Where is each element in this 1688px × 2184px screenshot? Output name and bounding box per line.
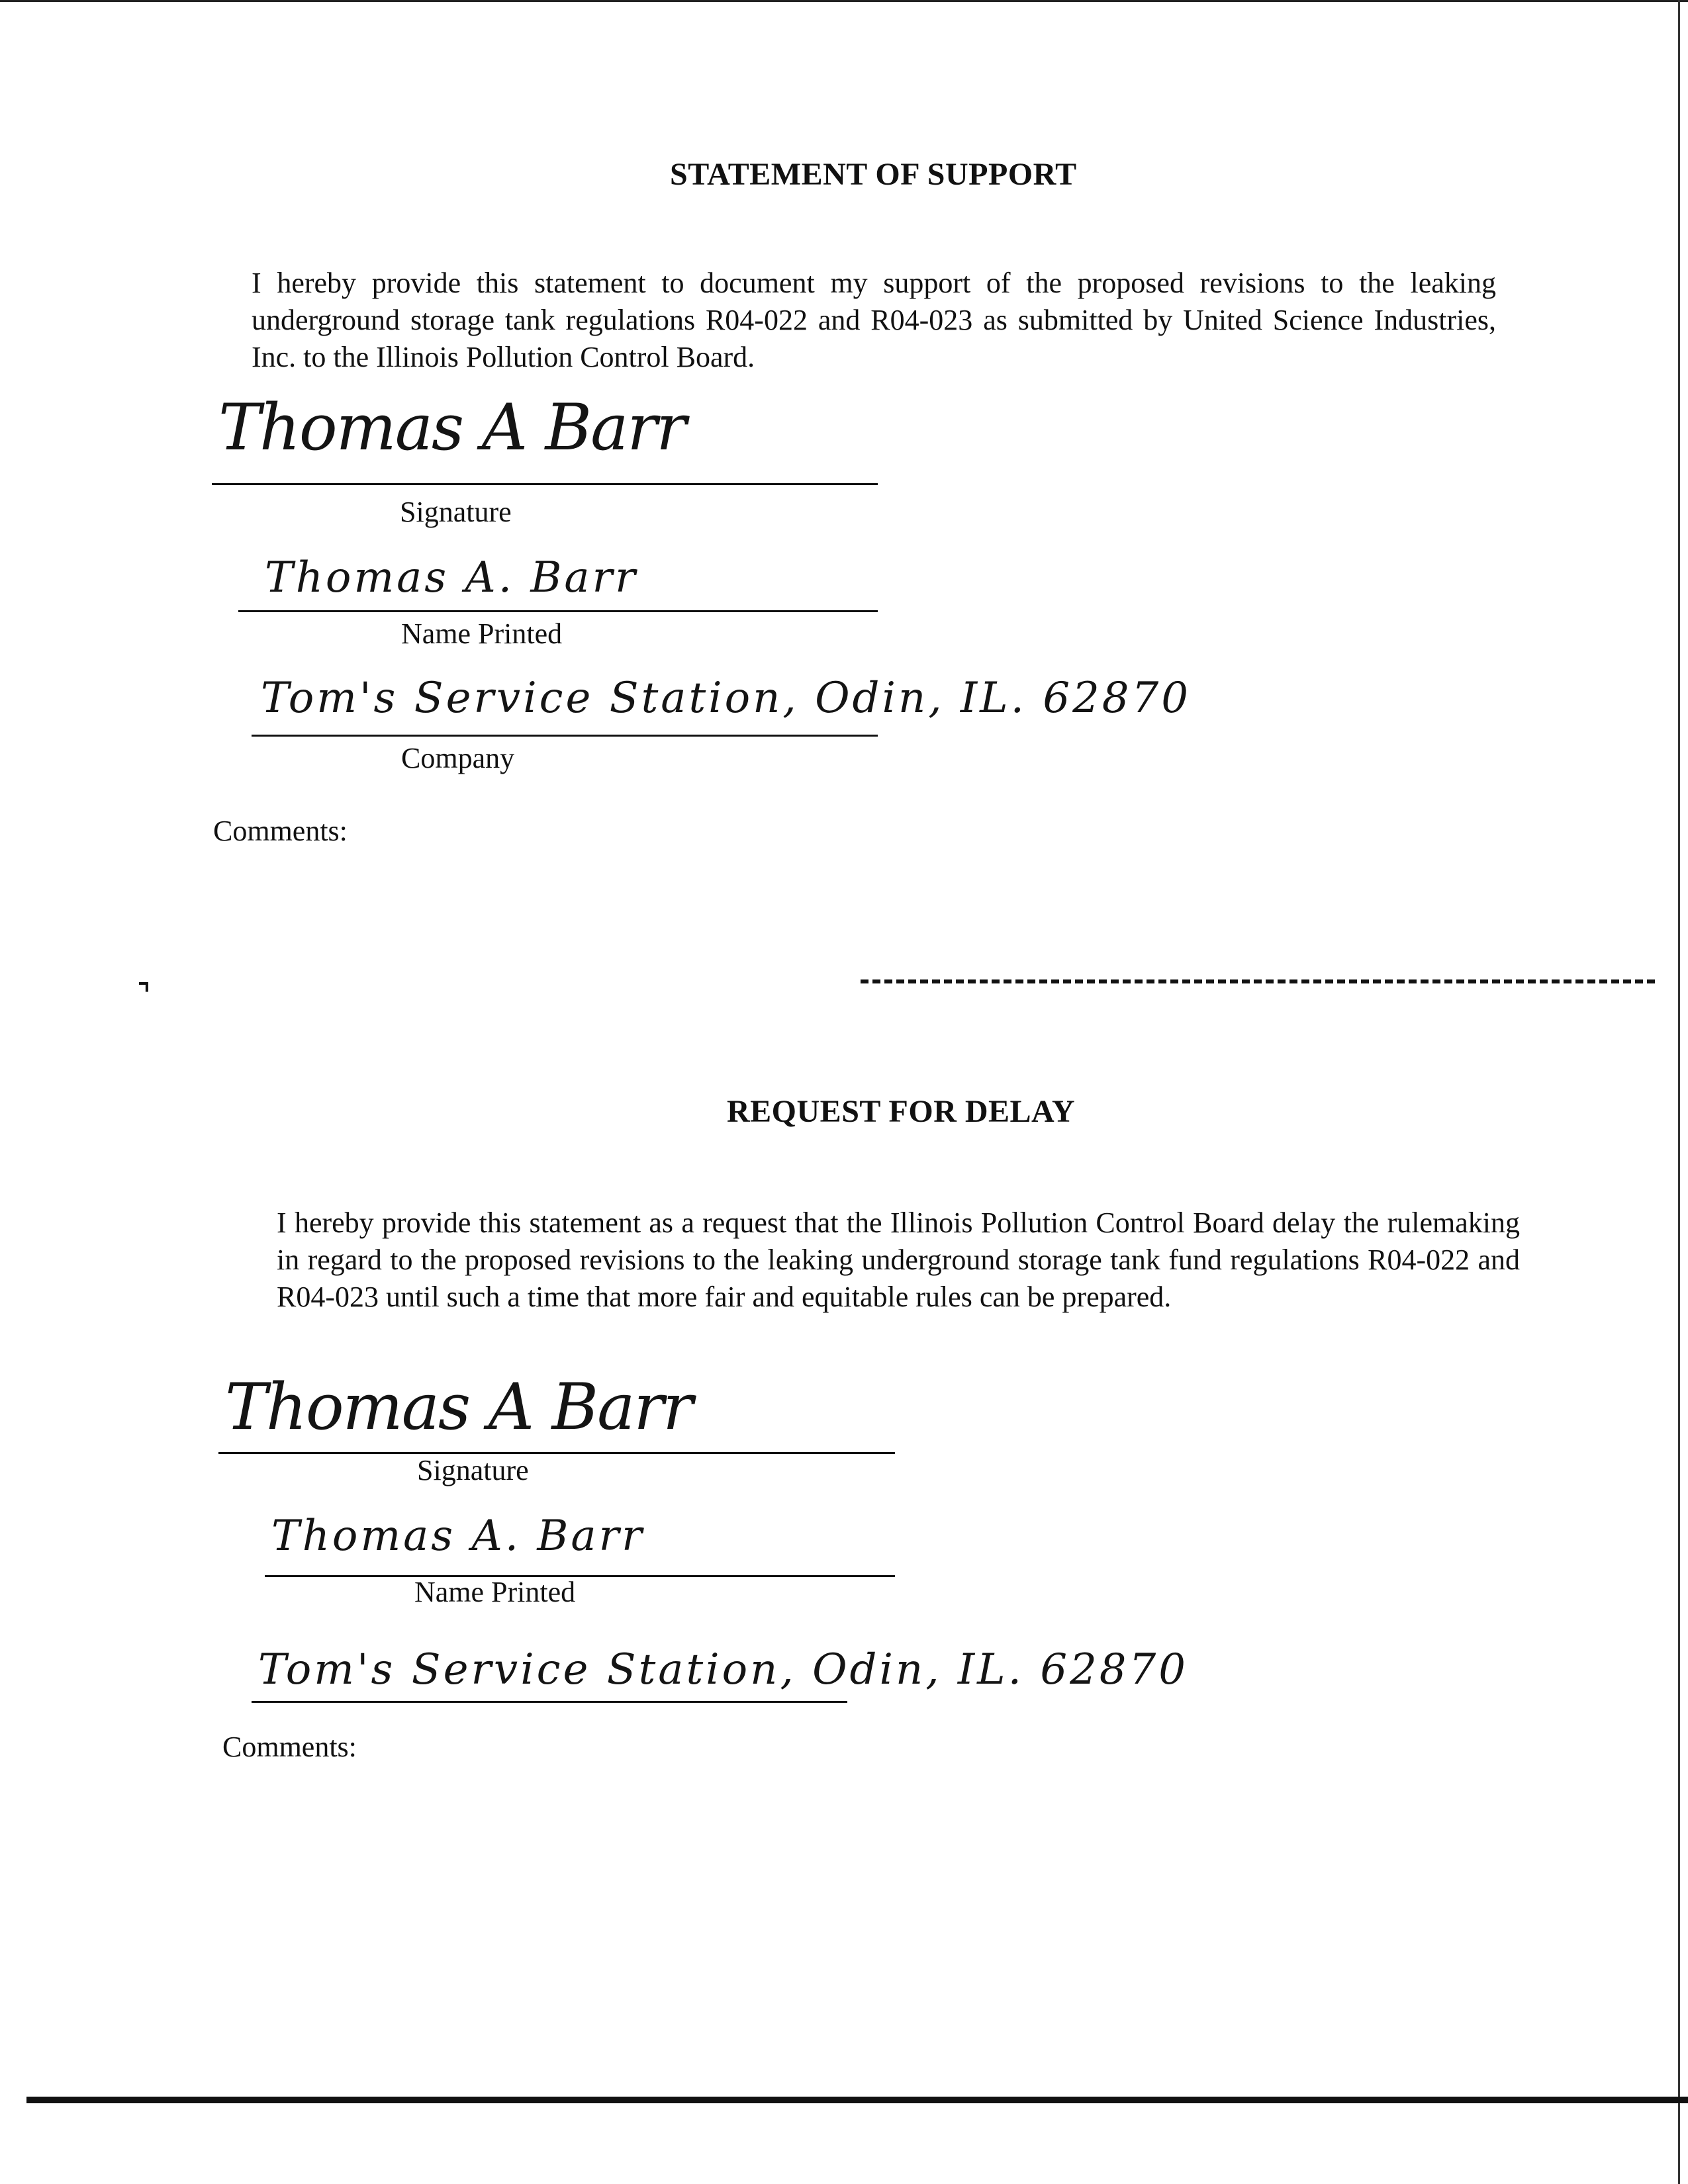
delay-company: Tom's Service Station, Odin, IL. 62870 — [258, 1645, 1188, 1694]
delay-signature-line — [218, 1452, 895, 1454]
delay-name-printed: Thomas A. Barr — [271, 1512, 645, 1561]
support-name-line — [238, 610, 878, 612]
delay-signature-label: Signature — [417, 1454, 529, 1486]
delay-paragraph: I hereby provide this statement as a request that the Illinois Pollution Control Board delay the rulemaking in regard to the proposed revisions to the leaking underground storage tank fund regulations R04-022 and R04-023 until such a time that more fair and equitable rules can be prepared. — [277, 1206, 1520, 1313]
support-name-label: Name Printed — [401, 617, 563, 650]
support-signature-label: Signature — [400, 496, 512, 528]
cut-line — [861, 979, 1655, 983]
scan-edge-top — [0, 0, 1688, 2]
support-company-label: Company — [401, 742, 515, 774]
delay-comments-label: Comments: — [222, 1731, 357, 1763]
delay-title: REQUEST FOR DELAY — [727, 1094, 1075, 1129]
support-title: STATEMENT OF SUPPORT — [670, 157, 1077, 192]
delay-name-line — [265, 1575, 895, 1577]
scan-edge-right — [1678, 0, 1680, 2184]
support-signature: Thomas A Barr — [218, 390, 686, 465]
scan-mark: ⌝ — [138, 979, 150, 1009]
support-comments-label: Comments: — [213, 815, 348, 847]
support-signature-line — [212, 483, 878, 485]
bottom-rule — [26, 2097, 1688, 2103]
support-company-line — [252, 735, 878, 737]
support-name-printed: Thomas A. Barr — [265, 553, 638, 602]
delay-signature: Thomas A Barr — [225, 1370, 692, 1444]
support-paragraph: I hereby provide this statement to document my support of the proposed revisions to the leaking underground storage tank regulations R04-022 and R04-023 as submitted by United Science Industries, Inc. to the Illinois Pollution Control Board. — [252, 267, 1496, 373]
delay-name-label: Name Printed — [414, 1576, 576, 1608]
support-company: Tom's Service Station, Odin, IL. 62870 — [261, 674, 1191, 723]
delay-company-line — [252, 1701, 847, 1703]
